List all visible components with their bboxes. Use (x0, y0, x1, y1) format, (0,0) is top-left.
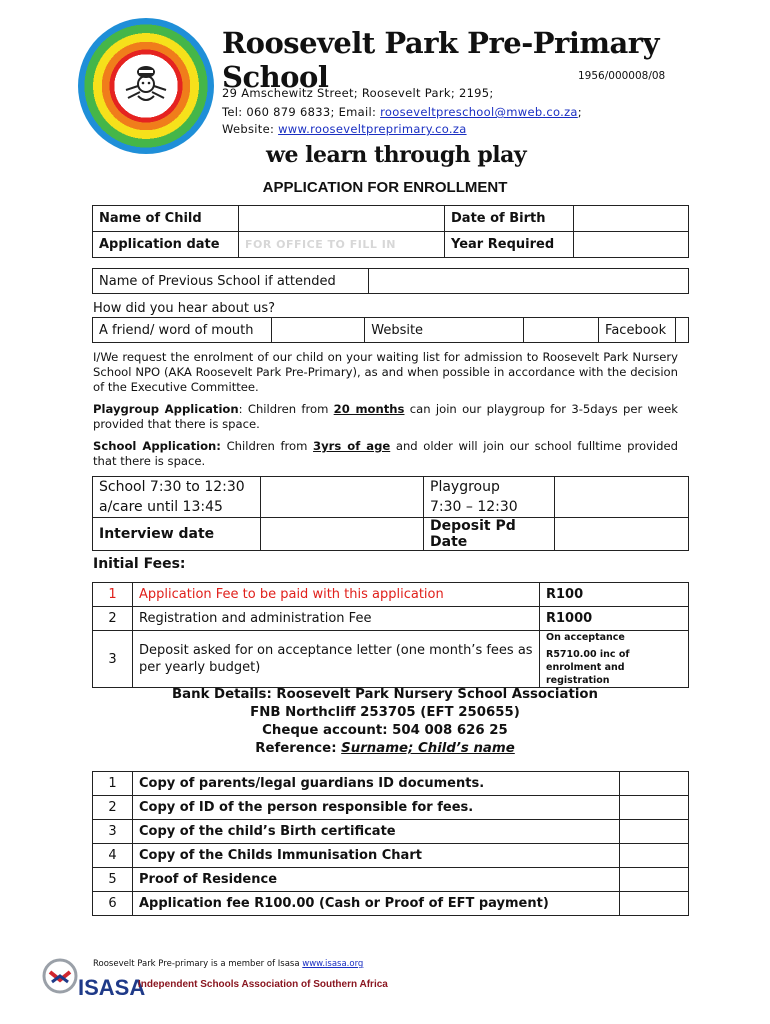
playgroup-post: can join our playgroup for 3-5days per week provided that there is space. (93, 402, 678, 431)
deposit-date-field[interactable] (555, 518, 689, 551)
motto: we learn through play (266, 142, 527, 168)
registration-number: 1956/000008/08 (578, 70, 666, 82)
bank-line-3: Cheque account: 504 008 626 25 (262, 723, 508, 738)
fees-heading: Initial Fees: (93, 556, 186, 572)
checklist-text: Copy of ID of the person responsible for fees. (133, 796, 620, 820)
school-name: Roosevelt Park Pre-Primary School (222, 26, 659, 94)
prev-school-field[interactable] (369, 269, 689, 294)
app-date-field[interactable] (239, 232, 445, 258)
school-time: School 7:30 to 12:30 (99, 479, 245, 495)
checklist-box[interactable] (620, 844, 689, 868)
school-time-box[interactable] (261, 477, 424, 518)
office-note: FOR OFFICE TO FILL IN (245, 238, 396, 251)
app-date-label: Application date (93, 232, 239, 258)
fee-num: 1 (93, 583, 133, 607)
email-link[interactable]: rooseveltpreschool@mweb.co.za (380, 105, 578, 119)
bank-line-1: Bank Details: Roosevelt Park Nursery School Association (172, 687, 598, 702)
school-pre: Children from (220, 439, 314, 453)
school-age: 3yrs of age (313, 439, 391, 453)
website-line (222, 122, 467, 136)
school-time-cell (93, 477, 261, 518)
hear-table (92, 317, 689, 343)
hear-facebook-box[interactable] (676, 318, 689, 343)
year-label: Year Required (445, 232, 574, 258)
deposit-date-label: Deposit Pd Date (424, 518, 555, 551)
isasa-wordmark: ISASA (78, 975, 146, 1000)
fee-amount: R1000 (540, 607, 689, 631)
website-link[interactable]: www.rooseveltpreprimary.co.za (278, 122, 467, 136)
checklist-num: 4 (93, 844, 133, 868)
prev-school-table (92, 268, 689, 294)
playgroup-paragraph (93, 402, 678, 432)
fee-amount-note: R5710.00 inc of enrolment and registration (546, 649, 630, 686)
interview-field[interactable] (261, 518, 424, 551)
checklist-text: Application fee R100.00 (Cash or Proof of EFT payment) (133, 892, 620, 916)
hear-opt-friend: A friend/ word of mouth (93, 318, 272, 343)
fee-desc: Application Fee to be paid with this application (133, 583, 540, 607)
prev-school-label: Name of Previous School if attended (93, 269, 369, 294)
hear-opt-website: Website (365, 318, 524, 343)
playgroup-label: Playgroup Application (93, 402, 239, 416)
checklist-text: Copy of the Childs Immunisation Chart (133, 844, 620, 868)
member-note (93, 959, 363, 969)
website-label: Website: (222, 122, 279, 136)
fee-desc: Deposit asked for on acceptance letter (one month’s fees as per yearly budget) (133, 631, 540, 688)
checklist-table (92, 771, 689, 916)
contact-line (222, 105, 582, 119)
email-suffix: ; (577, 105, 582, 119)
checklist-text: Copy of parents/legal guardians ID documents. (133, 772, 620, 796)
child-info-table (92, 205, 689, 258)
playgroup-title: Playgroup (430, 479, 500, 495)
tel-label: Tel: 060 879 6833; Email: (222, 105, 381, 119)
checklist-box[interactable] (620, 892, 689, 916)
schedule-table (92, 476, 689, 551)
year-field[interactable] (574, 232, 689, 258)
dob-label: Date of Birth (445, 206, 574, 232)
checklist-num: 2 (93, 796, 133, 820)
playgroup-pre: : Children from (238, 402, 334, 416)
member-text: Roosevelt Park Pre-primary is a member of Isasa (93, 959, 303, 969)
hear-website-box[interactable] (524, 318, 599, 343)
isasa-link[interactable]: www.isasa.org (302, 959, 364, 969)
isasa-logo-icon (42, 958, 78, 994)
hear-question: How did you hear about us? (93, 301, 275, 316)
dob-field[interactable] (574, 206, 689, 232)
checklist-num: 5 (93, 868, 133, 892)
bank-reference (0, 740, 770, 758)
checklist-num: 3 (93, 820, 133, 844)
school-label: School Application: (93, 439, 221, 453)
checklist-text: Proof of Residence (133, 868, 620, 892)
fees-table (92, 582, 689, 688)
form-title: APPLICATION FOR ENROLLMENT (262, 179, 508, 196)
checklist-box[interactable] (620, 868, 689, 892)
fee-amount-cell (540, 631, 689, 688)
fee-amount: R100 (540, 583, 689, 607)
interview-label: Interview date (93, 518, 261, 551)
checklist-num: 1 (93, 772, 133, 796)
isasa-full-name: Independent Schools Association of Southern Africa (138, 979, 388, 990)
checklist-num: 6 (93, 892, 133, 916)
playgroup-cell (424, 477, 555, 518)
aftercare-time: a/care until 13:45 (99, 499, 223, 515)
fee-amount: On acceptance (546, 632, 625, 643)
bank-line-2: FNB Northcliff 253705 (EFT 250655) (250, 705, 520, 720)
school-paragraph (93, 439, 678, 469)
hear-friend-box[interactable] (271, 318, 364, 343)
playgroup-box[interactable] (555, 477, 689, 518)
checklist-box[interactable] (620, 772, 689, 796)
playgroup-age: 20 months (333, 402, 405, 416)
reference-value: Surname; Child’s name (341, 741, 515, 756)
name-field[interactable] (239, 206, 445, 232)
checklist-text: Copy of the child’s Birth certificate (133, 820, 620, 844)
hear-opt-facebook: Facebook (599, 318, 676, 343)
address: 29 Amschewitz Street; Roosevelt Park; 2195; (222, 86, 494, 100)
fee-num: 3 (93, 631, 133, 688)
request-paragraph: I/We request the enrolment of our child on your waiting list for admission to Roosevelt Park Nursery School NPO (AKA Roosevelt Park Pre-Primary), as and when possible in accordance with the decision of the Executive Committee. (93, 350, 678, 394)
school-post: and older will join our school fulltime provided that there is space. (93, 439, 678, 468)
playgroup-time: 7:30 – 12:30 (430, 499, 518, 515)
reference-label: Reference: (255, 741, 342, 756)
children-logo-icon (118, 62, 174, 106)
fee-desc: Registration and administration Fee (133, 607, 540, 631)
checklist-box[interactable] (620, 796, 689, 820)
fee-num: 2 (93, 607, 133, 631)
checklist-box[interactable] (620, 820, 689, 844)
name-label: Name of Child (93, 206, 239, 232)
